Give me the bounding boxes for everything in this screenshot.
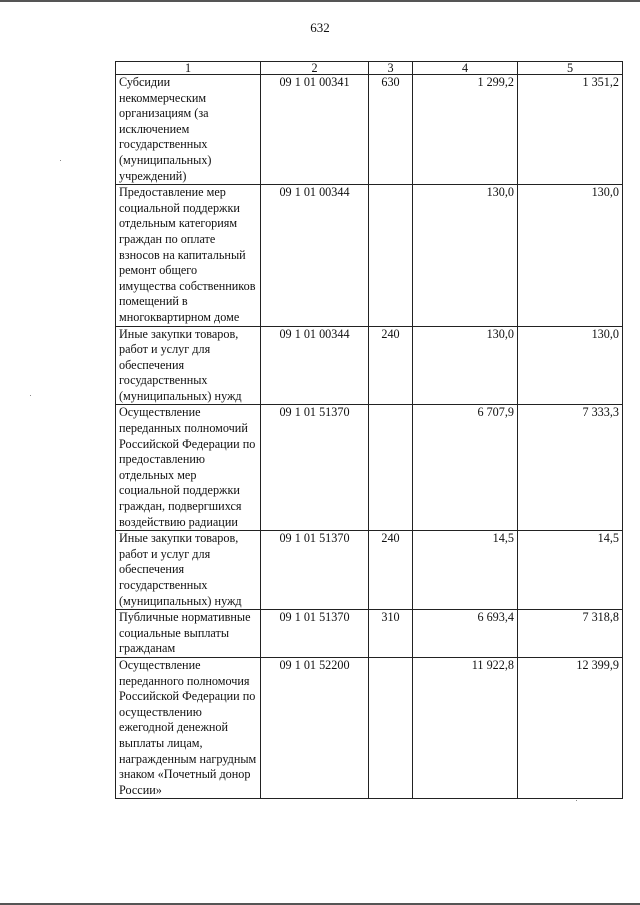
row-value-1: 6 707,9 [413,405,518,531]
column-header: 4 [413,62,518,75]
row-name: Осуществление переданных полномочий Российской Федерации по предоставлению отдельных мер социальной поддержки граждан, подвергшихся воздействию радиации [116,405,261,531]
row-value-1: 130,0 [413,185,518,326]
table-row [116,185,623,326]
table-row [116,75,623,185]
table-row [116,531,623,610]
row-type: 240 [369,531,413,610]
row-code: 09 1 01 52200 [261,657,369,798]
row-value-2: 1 351,2 [518,75,623,185]
table-row [116,657,623,798]
row-code: 09 1 01 51370 [261,610,369,658]
page-number: 632 [310,20,330,35]
row-code: 09 1 01 51370 [261,405,369,531]
row-type [369,185,413,326]
row-name: Иные закупки товаров, работ и услуг для обеспечения государственных (муниципальных) нужд [116,531,261,610]
row-value-2: 7 318,8 [518,610,623,658]
row-type [369,405,413,531]
row-code: 09 1 01 51370 [261,531,369,610]
row-code: 09 1 01 00344 [261,185,369,326]
row-value-2: 14,5 [518,531,623,610]
column-header: 3 [369,62,413,75]
scan-speck [60,160,61,161]
row-type: 240 [369,326,413,405]
row-value-2: 130,0 [518,326,623,405]
row-name: Субсидии некоммерческим организациям (за исключением государственных (муниципальных) учреждений) [116,75,261,185]
row-code: 09 1 01 00341 [261,75,369,185]
row-code: 09 1 01 00344 [261,326,369,405]
row-name: Публичные нормативные социальные выплаты гражданам [116,610,261,658]
row-value-1: 1 299,2 [413,75,518,185]
row-value-1: 11 922,8 [413,657,518,798]
row-name: Предоставление мер социальной поддержки отдельным категориям граждан по оплате взносов на капитальный ремонт общего имущества собственников помещений в многоквартирном доме [116,185,261,326]
row-value-2: 7 333,3 [518,405,623,531]
row-type: 630 [369,75,413,185]
table-header-row [116,62,623,75]
row-name: Осуществление переданного полномочия Российской Федерации по осуществлению ежегодной денежной выплаты лицам, награжденным нагрудным знаком «Почетный донор России» [116,657,261,798]
row-value-1: 6 693,4 [413,610,518,658]
row-value-1: 14,5 [413,531,518,610]
column-header: 2 [261,62,369,75]
row-type: 310 [369,610,413,658]
column-header: 1 [116,62,261,75]
row-name: Иные закупки товаров, работ и услуг для обеспечения государственных (муниципальных) нужд [116,326,261,405]
scan-speck [30,395,31,396]
row-type [369,657,413,798]
table-row [116,610,623,658]
table-row [116,326,623,405]
row-value-2: 130,0 [518,185,623,326]
scan-speck [576,800,577,801]
scan-edge-top [0,0,640,2]
budget-table [115,61,623,799]
row-value-1: 130,0 [413,326,518,405]
column-header: 5 [518,62,623,75]
row-value-2: 12 399,9 [518,657,623,798]
table-row [116,405,623,531]
